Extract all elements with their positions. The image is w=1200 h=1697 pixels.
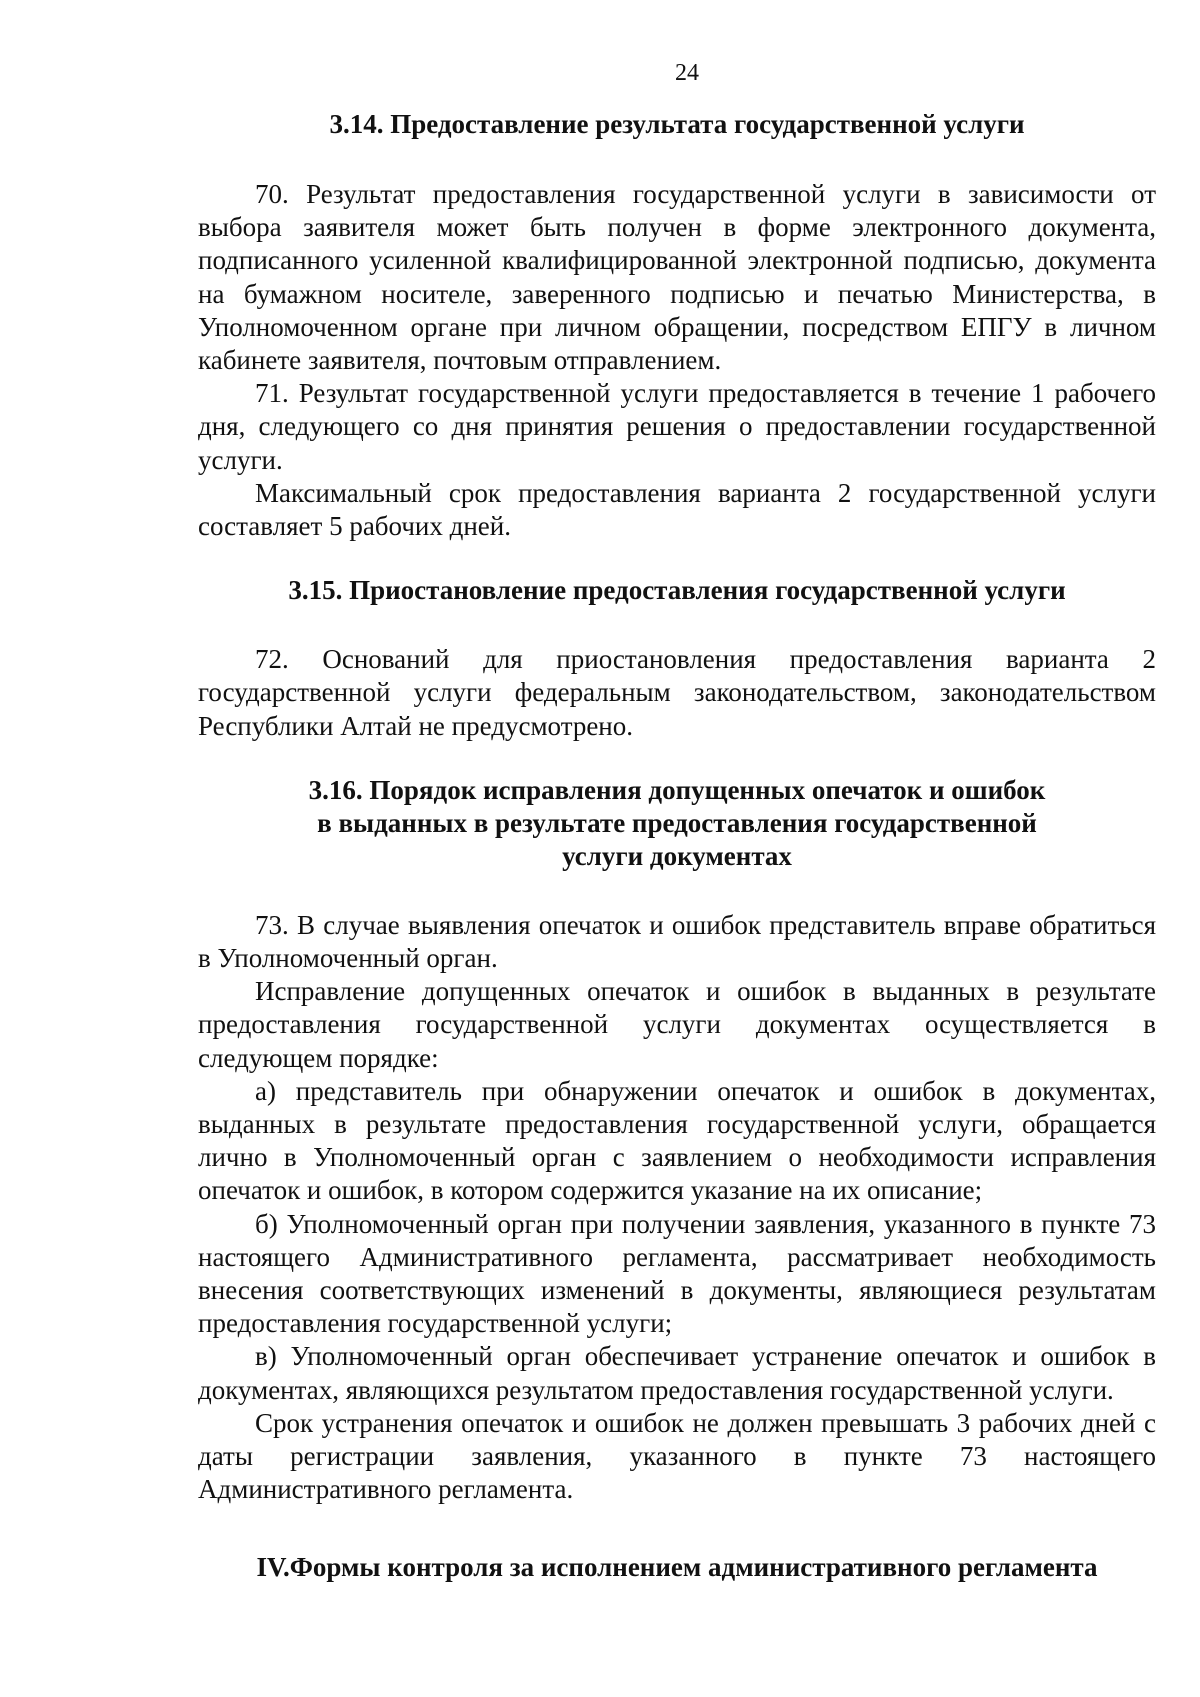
section-heading-3-16-line-2: в выданных в результате предоставления государственной [317,807,1037,838]
paragraph-71-max-term: Максимальный срок предоставления варианта 2 государственной услуги составляет 5 рабочих дней. [198,477,1156,542]
section-heading-3-16-line-3: услуги документах [562,840,792,871]
section-heading-3-16-line-1: 3.16. Порядок исправления допущенных опечаток и ошибок [308,774,1046,805]
page-number: 24 [675,60,699,86]
paragraph-correction-term: Срок устранения опечаток и ошибок не должен превышать 3 рабочих дней с даты регистрации заявления, указанного в пункте 73 настоящего Административного регламента. [198,1407,1156,1505]
section-heading-3-16 [198,774,1156,873]
section-heading-3-14: 3.14. Предоставление результата государственной услуги [329,109,1025,139]
section-heading-iv: IV.Формы контроля за исполнением административного регламента [256,1551,1098,1582]
document-page [198,58,1156,1584]
paragraph-item-b: б) Уполномоченный орган при получении заявления, указанного в пункте 73 настоящего Административного регламента, рассматривает необходимость внесения соответствующих изменений в документы, являющиеся результатам предоставления государственной услуги; [198,1208,1156,1339]
paragraph-item-a: а) представитель при обнаружении опечаток и ошибок в документах, выданных в результате предоставления государственной услуги, обращается лично в Уполномоченный орган с заявлением о необходимости исправления опечаток и ошибок, в котором содержится указание на их описание; [198,1075,1156,1206]
paragraph-73: 73. В случае выявления опечаток и ошибок представитель вправе обратиться в Уполномоченный орган. [198,909,1156,974]
paragraph-72: 72. Оснований для приостановления предоставления варианта 2 государственной услуги федеральным законодательством, законодательством Республики Алтай не предусмотрено. [198,644,1156,741]
section-heading-3-15: 3.15. Приостановление предоставления государственной услуги [288,575,1066,606]
paragraph-item-v: в) Уполномоченный орган обеспечивает устранение опечаток и ошибок в документах, являющихся результатом предоставления государственной услуги. [198,1341,1156,1405]
paragraph-70: 70. Результат предоставления государственной услуги в зависимости от выбора заявителя может быть получен в форме электронного документа, подписанного усиленной квалифицированной электронной подписью, документа на бумажном носителе, заверенного подписью и печатью Министерства, в Уполномоченном органе при личном обращении, посредством ЕПГУ в личном кабинете заявителя, почтовым отправлением. [198,179,1156,376]
paragraph-73-procedure: Исправление допущенных опечаток и ошибок в выданных в результате предоставления государственной услуги документах осуществляется в следующем порядке: [198,976,1156,1073]
paragraph-71: 71. Результат государственной услуги предоставляется в течение 1 рабочего дня, следующего со дня принятия решения о предоставлении государственной услуги. [198,378,1156,475]
